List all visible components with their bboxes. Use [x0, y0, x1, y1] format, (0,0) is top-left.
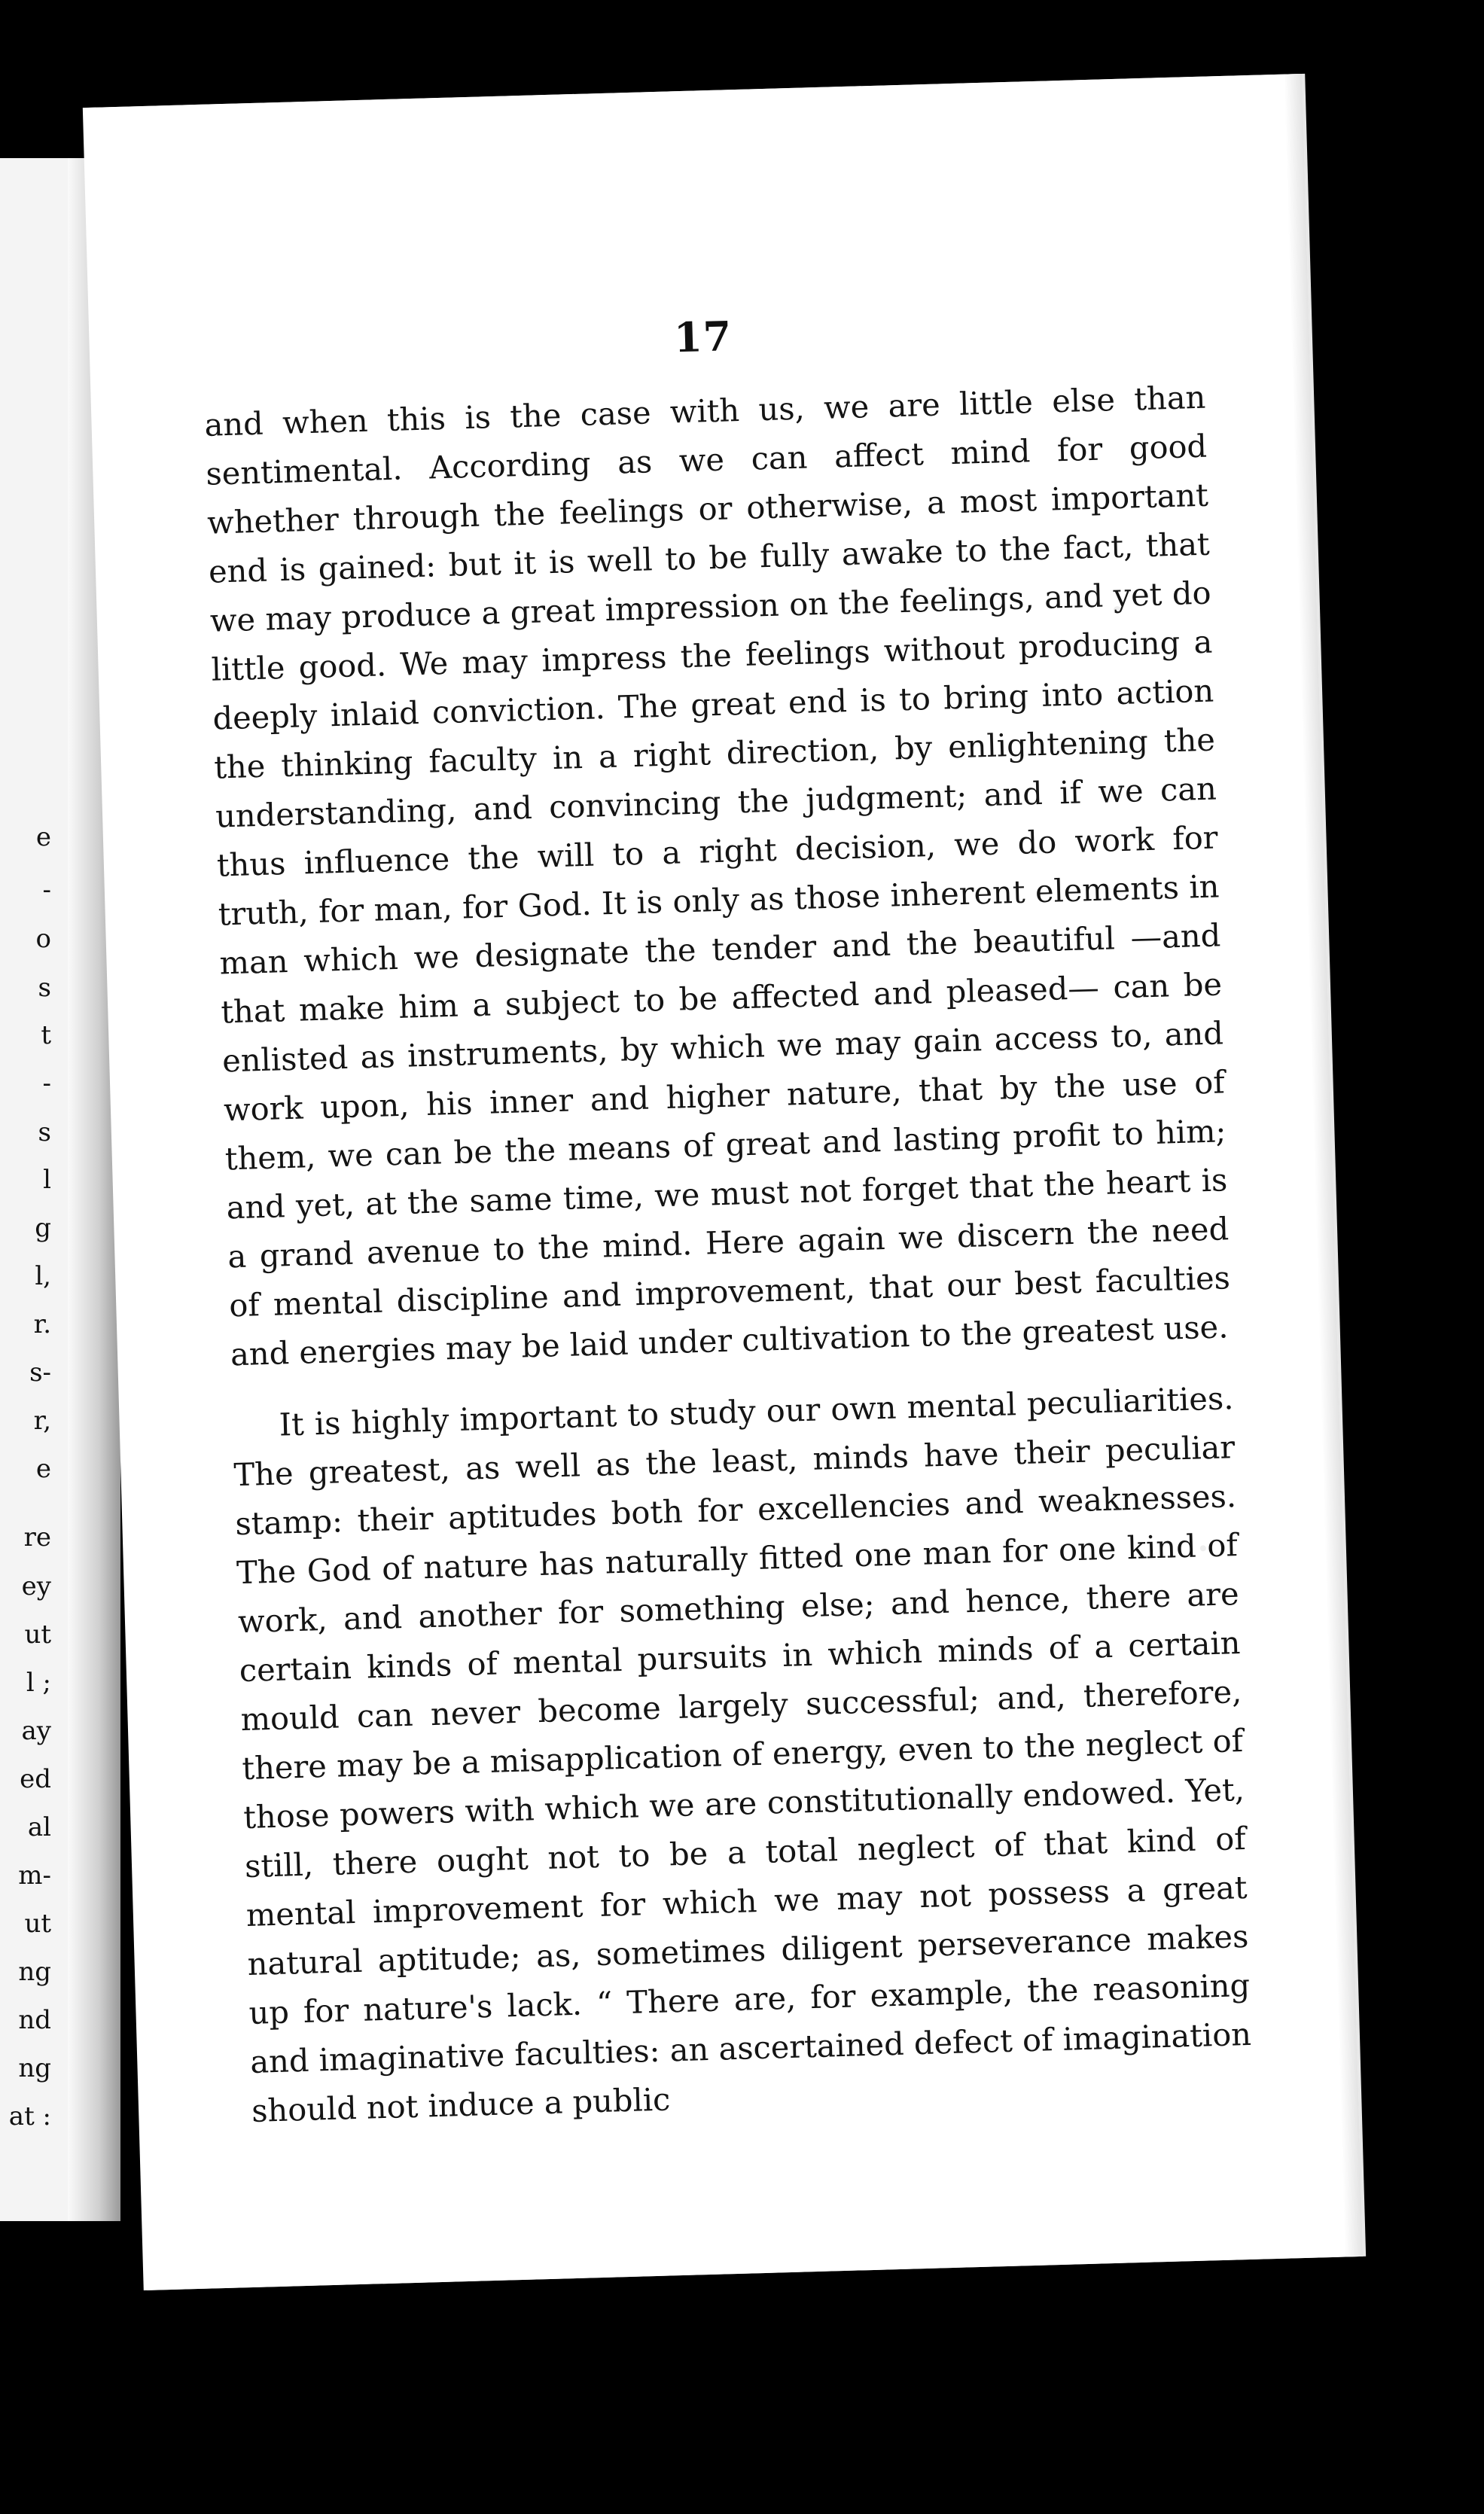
fragment-text: l ;	[26, 1668, 51, 1698]
fragment-text: e	[35, 822, 51, 852]
page-number: 17	[673, 312, 733, 362]
fragment-text: al	[27, 1812, 51, 1842]
fragment-text: m-	[18, 1860, 51, 1891]
fragment-text: r,	[33, 1406, 51, 1436]
fragment-text: s	[38, 1117, 51, 1147]
fragment-text: re	[23, 1522, 51, 1553]
book-page	[83, 74, 1363, 2290]
fragment-text: ng	[18, 1957, 51, 1987]
fragment-text: -	[42, 875, 51, 905]
fragment-text: r.	[33, 1309, 51, 1339]
fragment-text: nd	[18, 2005, 51, 2035]
fragment-text: s-	[29, 1358, 51, 1388]
fragment-text: ay	[21, 1716, 51, 1746]
fragment-text: s	[38, 973, 51, 1003]
fragment-text: ey	[21, 1571, 51, 1601]
paragraph: and when this is the case with us, we are little else than sentimental. According as we can affect mind for good whether through the feelings or otherwise, a most important end is gained: but it is well to be fully awake to the fact, that we may produce a great impression on the feelings, and yet do little good. We may impress the feelings without producing a deeply inlaid conviction. The great end is to bring into action the thinking faculty in a right direction, by enlightening the understanding, and convincing the judgment; and if we can thus influence the will to a right decision, we do work for truth, for man, for God. It is only as those inherent elements in man which we designate the tender and the beautiful —and that make him a subject to be affected and pleased— can be enlisted as instruments, by which we may gain access to, and work upon, his inner and higher nature, that by the use of them, we can be the means of great and lasting profit to him; and yet, at the same time, we must not forget that the heart is a grand avenue to the mind. Here again we discern the need of mental discipline and improvement, that our best faculties and energies may be laid under cultivation to the greatest use.	[203, 378, 1231, 1373]
fragment-text: ed	[20, 1764, 51, 1794]
fragment-text: ut	[24, 1620, 51, 1650]
paragraph: It is highly important to study our own mental peculiarities. The greatest, as well as the least, minds have their peculiar stamp: their aptitudes both for excellencies and weaknesses. The God of nature has naturally fitted one man for one kind of work, and another for something else; and hence, there are certain kinds of mental pursuits in which minds of a certain mould can never become largely successful; and, therefore, there may be a misapplication of energy, even to the neglect of those powers with which we are constitutionally endowed. Yet, still, there ought not to be a total neglect of that kind of mental improvement for which we may not possess a great natural aptitude; as, sometimes diligent perseverance makes up for nature's lack. “ There are, for example, the reasoning and imaginative faculties: an ascertained defect of imagination should not induce a public	[233, 1379, 1252, 2129]
fragment-text: at :	[8, 2101, 51, 2132]
fragment-text: o	[35, 924, 51, 954]
page-content	[202, 299, 1254, 2135]
fragment-text: e	[35, 1454, 51, 1484]
fragment-text: t	[41, 1020, 51, 1050]
fragment-text: g	[35, 1213, 51, 1243]
fragment-text: ut	[24, 1909, 51, 1939]
fragment-text: l,	[35, 1261, 51, 1291]
fragment-text: -	[42, 1068, 51, 1099]
page-edge-shadow	[1284, 74, 1363, 2257]
fragment-text: l	[43, 1165, 51, 1195]
fragment-text: ng	[18, 2053, 51, 2083]
